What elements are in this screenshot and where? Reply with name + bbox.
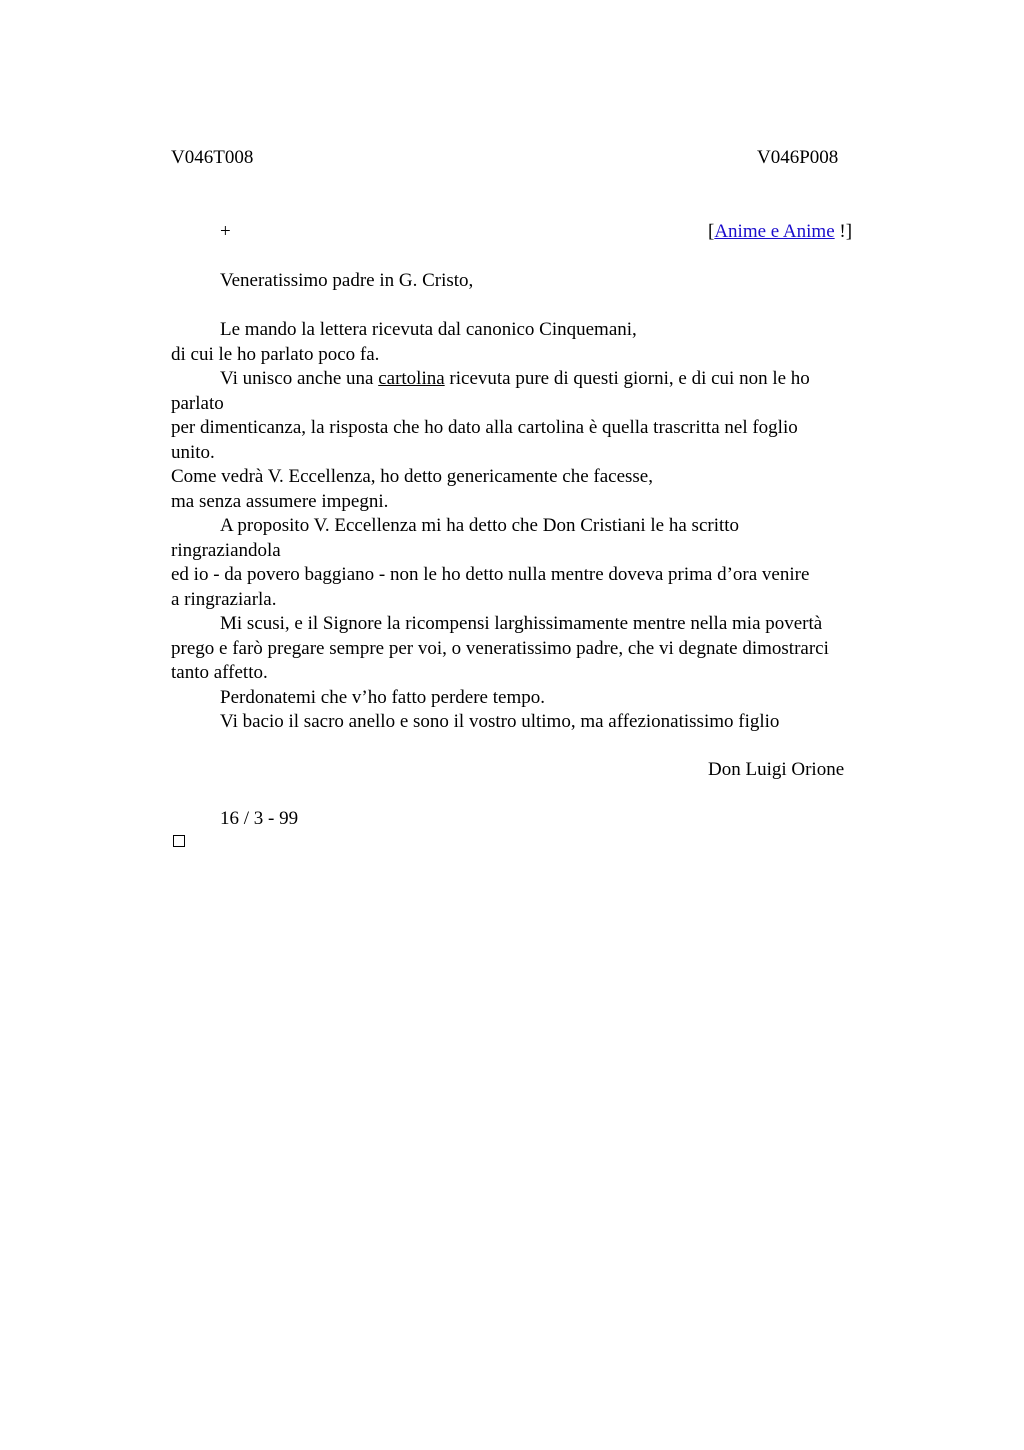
body-line: Perdonatemi che v’ho fatto perdere tempo. — [220, 686, 545, 708]
body-line: A proposito V. Eccellenza mi ha detto che Don Cristiani le ha scritto — [220, 515, 740, 536]
body-line: ma senza assumere impegni. — [171, 490, 389, 512]
body-line — [171, 367, 891, 392]
reference-close: !] — [834, 221, 853, 242]
body-text-segment: Vi unisco anche una — [220, 368, 379, 389]
letter-body — [171, 318, 891, 735]
anime-e-anime-link[interactable]: Anime e Anime — [714, 221, 835, 242]
document-code-right: V046P008 — [757, 147, 839, 168]
body-text-segment: ricevuta pure di questi giorni, e di cui non le ho — [444, 368, 810, 389]
end-box-icon — [173, 835, 185, 847]
body-line: ed io - da povero baggiano - non le ho detto nulla mentre doveva prima d’ora venire — [171, 564, 810, 585]
reference-open-bracket: [ — [708, 221, 715, 242]
reference-label — [708, 220, 852, 245]
body-line: Le mando la lettera ricevuta dal canonico Cinquemani, — [220, 319, 637, 340]
body-line: per dimenticanza, la risposta che ho dato alla cartolina è quella trascritta nel foglio — [171, 417, 798, 438]
body-line: a ringraziarla. — [171, 588, 277, 610]
body-line: Come vedrà V. Eccellenza, ho detto genericamente che facesse, — [171, 466, 653, 487]
body-line: tanto affetto. — [171, 662, 268, 683]
document-code-left: V046T008 — [171, 147, 254, 168]
cross-symbol: + — [220, 221, 231, 242]
body-line: Mi scusi, e il Signore la ricompensi larghissimamente mentre nella mia povertà — [220, 613, 823, 634]
body-line: ringraziandola — [171, 539, 281, 561]
letter-date: 16 / 3 - 99 — [220, 808, 299, 829]
body-line: Vi bacio il sacro anello e sono il vostro ultimo, ma affezionatissimo figlio — [220, 711, 780, 732]
body-line: prego e farò pregare sempre per voi, o veneratissimo padre, che vi degnate dimostrarci — [171, 637, 829, 659]
body-line: parlato — [171, 392, 224, 414]
body-line: di cui le ho parlato poco fa. — [171, 343, 380, 365]
signature: Don Luigi Orione — [708, 759, 845, 780]
salutation: Veneratissimo padre in G. Cristo, — [220, 270, 474, 291]
body-line: unito. — [171, 441, 215, 463]
cartolina-underlined: cartolina — [378, 368, 445, 389]
